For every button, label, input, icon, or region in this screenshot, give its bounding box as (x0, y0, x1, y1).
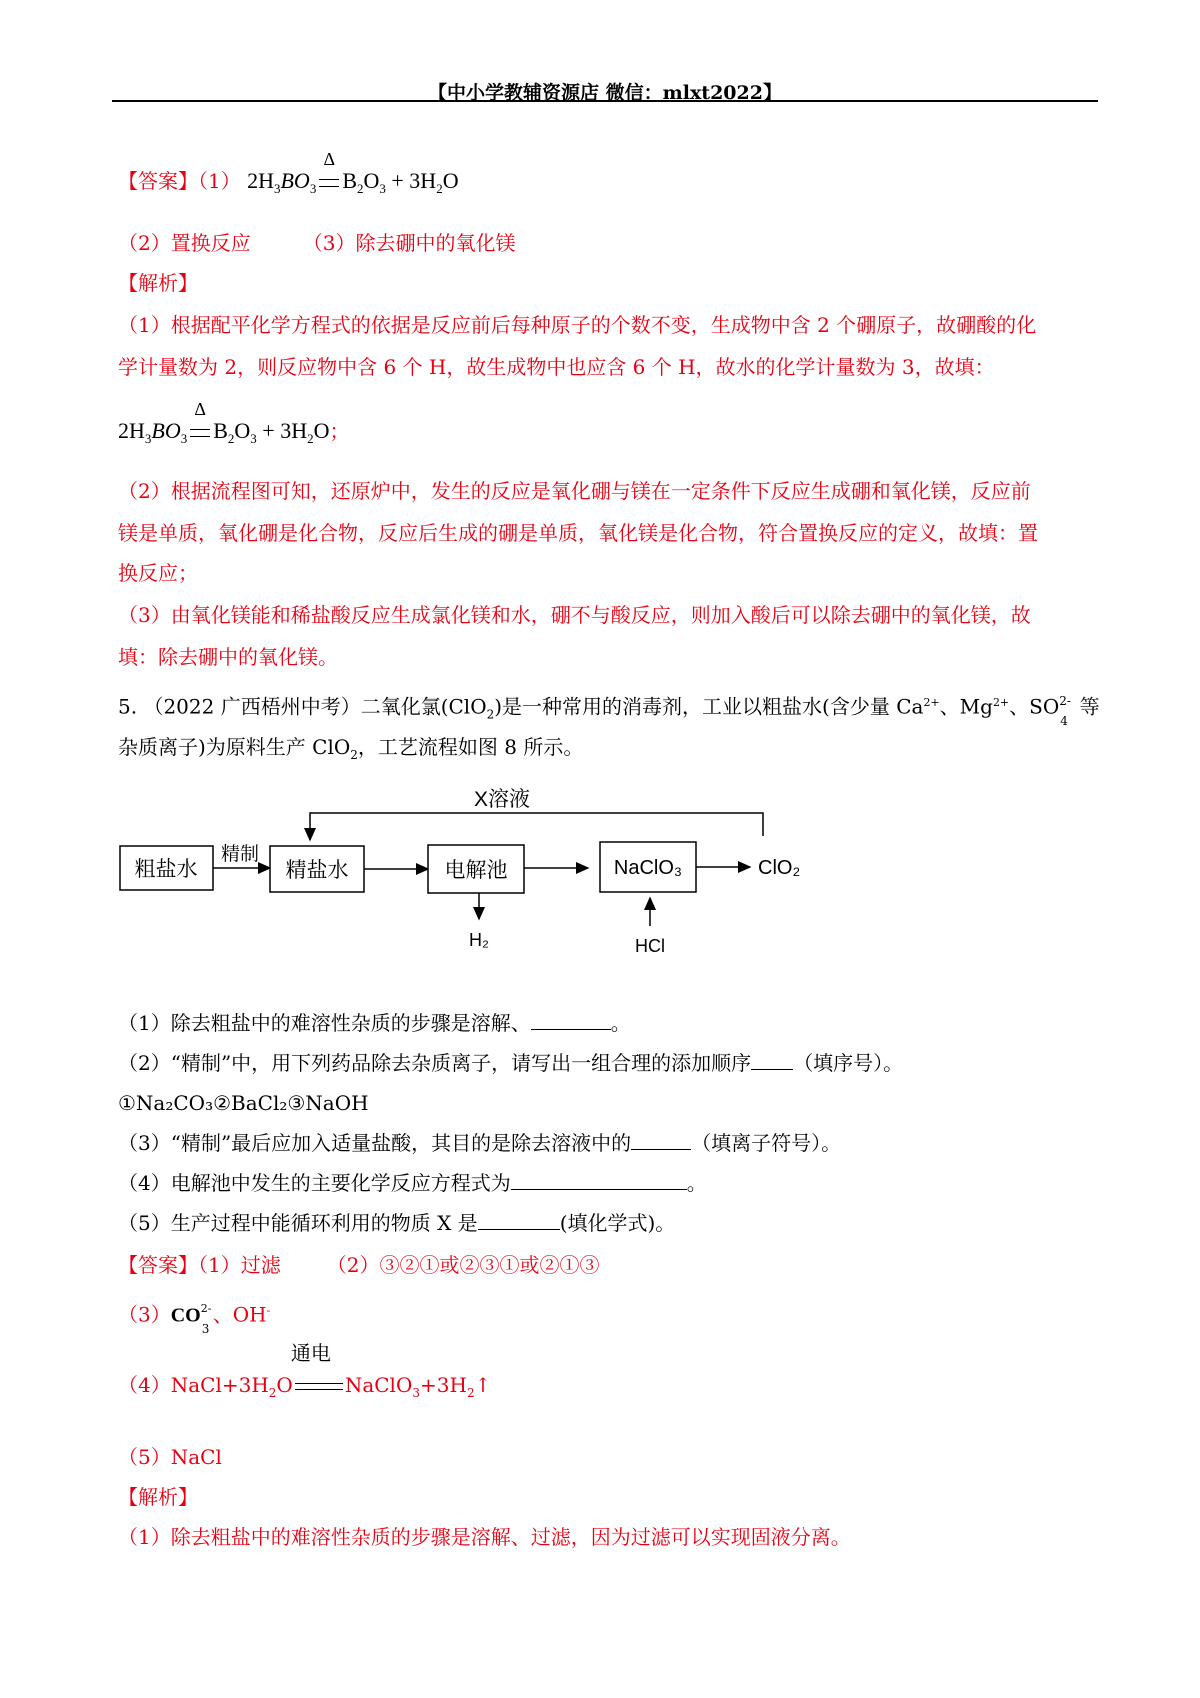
electrolysis-condition (290, 1341, 343, 1398)
flow-diagram (110, 776, 910, 958)
answer4-part2: （2）置换反应 (118, 231, 251, 255)
mg-charge: 2+ (992, 696, 1010, 709)
q5-sub3-text: （3）“精制”最后应加入适量盐酸，其目的是除去溶液中的 (118, 1131, 632, 1155)
answer5-a3-tail: 、OH (212, 1302, 267, 1327)
carbonate-co: CO (170, 1304, 201, 1327)
q5-sub4-text: （4）电解池中发生的主要化学反应方程式为 (118, 1171, 511, 1195)
answer5-line5: （5）NaCl (118, 1445, 222, 1469)
answer5-line4 (118, 1341, 492, 1406)
analysis4-equation-line (118, 399, 350, 452)
heat-symbol: Δ (323, 149, 336, 169)
q5-sub: 2 (486, 707, 495, 722)
eq-sub: 2 (357, 181, 364, 196)
analysis5-p1: （1）除去粗盐中的难溶性杂质的步骤是溶解、过滤，因为过滤可以实现固液分离。 (118, 1525, 851, 1549)
electrolysis-label-text: 通电 (290, 1341, 331, 1365)
analysis4-equation (118, 399, 330, 452)
analysis4-p2-line2: 镁是单质，氧化硼是化合物，反应后生成的硼是单质，氧化镁是化合物，符合置换反应的定义，故填：置 (118, 521, 1038, 545)
q5-sub5-end: (填化学式)。 (559, 1211, 676, 1235)
q5-text: 等 (1073, 694, 1100, 719)
q5-sub1-text: （1）除去粗盐中的难溶性杂质的步骤是溶解、 (118, 1011, 531, 1035)
q5-sub1 (118, 1010, 631, 1036)
eq-coef: 2H (247, 168, 274, 193)
eq-bo: BO (151, 418, 181, 443)
eq-sub: 2 (436, 181, 443, 196)
gas-arrow-icon: ↑ (474, 1373, 492, 1397)
q5-sub1-end: 。 (610, 1011, 631, 1035)
equals-bars (190, 429, 210, 437)
hcl-label: HCl (635, 936, 665, 956)
equals-bars (295, 1383, 343, 1390)
so4-sub: 4 (1060, 714, 1068, 729)
q5-reagents: ①Na₂CO₃②BaCl₂③NaOH (118, 1091, 369, 1115)
refine-label: 精制 (220, 844, 260, 865)
analysis4-eq-tail: ； (329, 419, 350, 443)
eq-o: O (442, 168, 459, 193)
eq-b: B (213, 418, 228, 443)
answer4-part1-prefix: （1） (198, 169, 241, 193)
header-rule (112, 100, 1098, 102)
eq-sub: 2 (227, 431, 235, 446)
blank-1 (531, 1011, 611, 1030)
q5-sub3 (118, 1130, 841, 1156)
eq-sub: 3 (250, 431, 257, 446)
blank-4 (511, 1171, 687, 1190)
answer5-line1 (118, 1252, 599, 1278)
answer4-equation (247, 149, 459, 202)
eq-sub: 2 (268, 1386, 277, 1400)
analysis4-p3-line1: （3）由氧化镁能和稀盐酸反应生成氯化镁和水，硼不与酸反应，则加入酸后可以除去硼中的氧化镁，故 (118, 603, 1031, 627)
eq-sub: 3 (309, 181, 317, 196)
blank-2 (751, 1051, 793, 1070)
answer5-a4-prefix: （4）NaCl+3H (118, 1373, 269, 1397)
eq-coef: 2H (118, 418, 145, 443)
blank-5 (478, 1211, 560, 1230)
naclo3-label: NaClO₃ (613, 857, 683, 879)
x-solution-loop (310, 813, 763, 840)
hydroxide-charge: - (266, 1304, 271, 1317)
eq-condition (318, 149, 340, 194)
eq-condition (189, 399, 211, 444)
q5-sub4 (118, 1170, 707, 1196)
eq-sub: 3 (379, 181, 386, 196)
q5-text: 杂质离子)为原料生产 ClO (118, 735, 351, 759)
q5-sub5 (118, 1210, 675, 1236)
q5-sub2-text: （2）“精制”中，用下列药品除去杂质离子，请写出一组合理的添加顺序 (118, 1051, 752, 1075)
q5-text: 、SO (1009, 694, 1060, 719)
eq-sub: 3 (412, 1386, 420, 1400)
answer5-a2: （2）③②①或②③①或②①③ (326, 1253, 600, 1277)
answer4-part3: （3）除去硼中的氧化镁 (302, 231, 516, 255)
eq-sub: 2 (307, 431, 314, 446)
x-solution-label: X溶液 (473, 788, 531, 811)
so4-charge: 2- (1059, 694, 1071, 709)
eq-o: O (363, 168, 380, 193)
analysis4-label: 【解析】 (118, 271, 198, 295)
heat-symbol: Δ (194, 399, 206, 419)
eq-sub: 2 (466, 1386, 475, 1400)
answer5-line3 (118, 1298, 271, 1337)
h2-label: H₂ (469, 930, 489, 950)
analysis4-p1-line1: （1）根据配平化学方程式的依据是反应前后每种原子的个数不变，生成物中含 2 个硼原子，故硼酸的化 (118, 313, 1037, 337)
so4-ion-scripts (1059, 694, 1073, 729)
blank-3 (631, 1131, 691, 1150)
eq-plus: + 3H (385, 168, 437, 193)
ca-charge: 2+ (923, 696, 940, 709)
analysis4-p1-line2: 学计量数为 2，则反应物中含 6 个 H，故生成物中也应含 6 个 H，故水的化学计量数为 3，故填： (118, 355, 995, 379)
q5-sub3-end: （填离子符号）。 (691, 1131, 842, 1155)
eq-sub: 3 (144, 431, 152, 446)
carbonate-sub: 3 (201, 1322, 210, 1337)
q5-text: )是一种常用的消毒剂，工业以粗盐水(含少量 Ca (494, 694, 924, 719)
electrolysis-label: 电解池 (444, 859, 508, 882)
q5-text: ，工艺流程如图 8 所示。 (357, 735, 584, 759)
fine-brine-label: 精盐水 (285, 859, 349, 882)
q5-sub5-text: （5）生产过程中能循环利用的物质 X 是 (118, 1211, 478, 1235)
eq-bo: BO (280, 168, 310, 193)
q5-text: 5. （2022 广西梧州中考）二氧化氯(ClO (118, 694, 487, 719)
answer5-label: 【答案】 (118, 1253, 198, 1277)
carbonate-scripts (200, 1302, 213, 1337)
q5-sub: 2 (350, 748, 358, 762)
q5-sub4-end: 。 (686, 1171, 707, 1195)
answer4-line1 (118, 149, 459, 202)
equals-bars (319, 179, 339, 187)
analysis4-p2-line1: （2）根据流程图可知，还原炉中，发生的反应是氧化硼与镁在一定条件下反应生成硼和氧化镁，反应前 (118, 479, 1031, 503)
answer4-label: 【答案】 (118, 169, 198, 193)
q5-sub2 (118, 1050, 903, 1076)
clo2-label: ClO₂ (758, 857, 801, 879)
eq-plus: +3H (420, 1373, 467, 1397)
q5-line2 (118, 734, 583, 768)
eq-plus: + 3H (256, 418, 308, 443)
q5-text: 、Mg (939, 694, 993, 719)
analysis4-p2-line3: 换反应； (118, 561, 198, 585)
eq-o: O (276, 1373, 293, 1397)
eq-o: O (234, 418, 251, 443)
q5-sub2-end: （填序号）。 (793, 1051, 904, 1075)
analysis5-label: 【解析】 (118, 1485, 198, 1509)
eq-o: O (313, 418, 330, 443)
answer4-line2 (118, 230, 515, 256)
crude-brine-label: 粗盐水 (134, 858, 198, 881)
eq-sub: 3 (273, 181, 281, 196)
q5-line1 (118, 690, 1100, 728)
carbonate-charge: 2- (200, 1302, 212, 1316)
eq-sub: 3 (180, 431, 188, 446)
page-header: 【中小学教辅资源店 微信：mlxt2022】 (428, 82, 782, 104)
analysis4-p3-line2: 填：除去硼中的氧化镁。 (118, 645, 338, 669)
eq-b: B (342, 168, 357, 193)
eq-naclo: NaClO (344, 1373, 413, 1397)
answer5-a3-prefix: （3） (118, 1302, 171, 1327)
answer5-a1: （1）过滤 (198, 1253, 281, 1277)
